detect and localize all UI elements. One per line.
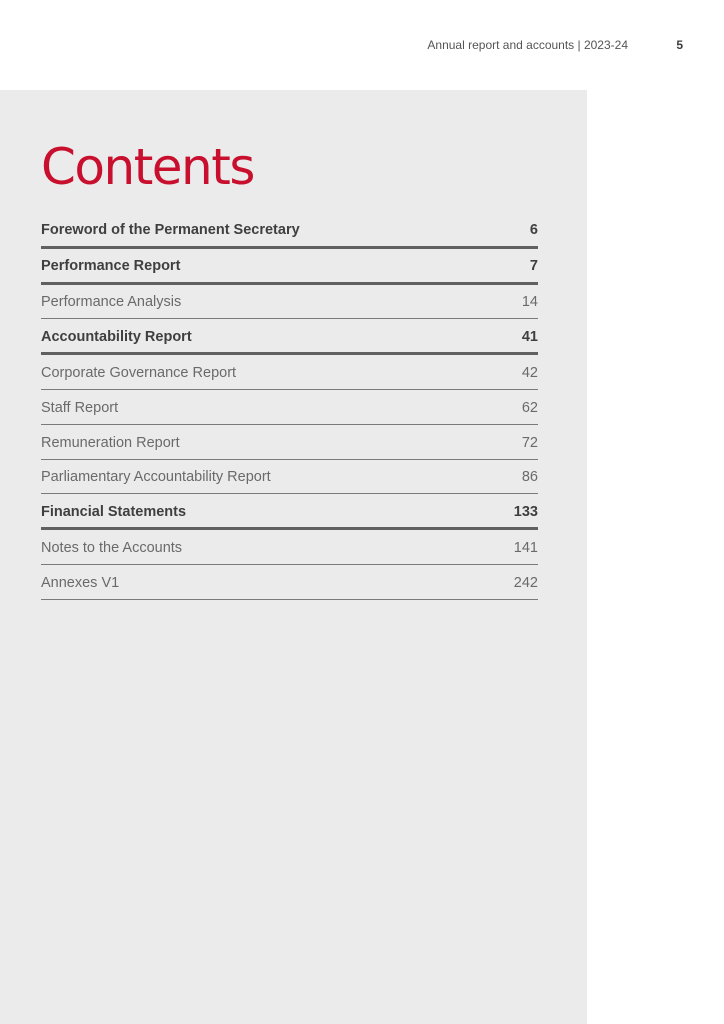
toc-item-page: 42 [521, 365, 538, 382]
toc-item-accountability-report[interactable] [41, 319, 538, 355]
toc-item-performance-report[interactable] [41, 249, 538, 285]
toc-item-label: Performance Report [41, 258, 181, 275]
running-header-title: Annual report and accounts | 2023-24 [427, 38, 628, 52]
toc-item-label: Performance Analysis [41, 294, 182, 311]
toc-item-page: 41 [521, 328, 538, 345]
toc-item-page: 133 [513, 503, 538, 520]
toc-item-label: Accountability Report [41, 328, 192, 345]
toc-item-foreword[interactable] [41, 213, 538, 249]
toc-item-page: 86 [521, 469, 538, 486]
toc-item-page: 6 [529, 222, 538, 239]
toc-item-page: 72 [521, 434, 538, 451]
toc-item-annexes-v1[interactable] [41, 565, 538, 600]
toc-item-label: Remuneration Report [41, 434, 180, 451]
toc-item-label: Notes to the Accounts [41, 540, 183, 557]
toc-item-remuneration-report[interactable] [41, 425, 538, 460]
page-number: 5 [676, 38, 683, 52]
toc-item-label: Financial Statements [41, 503, 187, 520]
toc-item-label: Parliamentary Accountability Report [41, 469, 271, 486]
toc-item-performance-analysis[interactable] [41, 285, 538, 320]
toc-item-label: Foreword of the Permanent Secretary [41, 222, 300, 239]
toc-item-financial-statements[interactable] [41, 494, 538, 530]
toc-item-page: 242 [513, 574, 538, 591]
table-of-contents [41, 213, 538, 600]
toc-item-page: 141 [513, 540, 538, 557]
toc-item-label: Staff Report [41, 399, 119, 416]
toc-item-page: 14 [521, 294, 538, 311]
toc-item-label: Annexes V1 [41, 574, 120, 591]
toc-item-corporate-governance-report[interactable] [41, 355, 538, 390]
toc-item-parliamentary-accountability-report[interactable] [41, 460, 538, 495]
toc-item-notes-to-the-accounts[interactable] [41, 530, 538, 565]
toc-item-label: Corporate Governance Report [41, 365, 237, 382]
contents-heading: Contents [41, 138, 254, 196]
toc-item-page: 62 [521, 399, 538, 416]
toc-item-staff-report[interactable] [41, 390, 538, 425]
toc-item-page: 7 [529, 258, 538, 275]
